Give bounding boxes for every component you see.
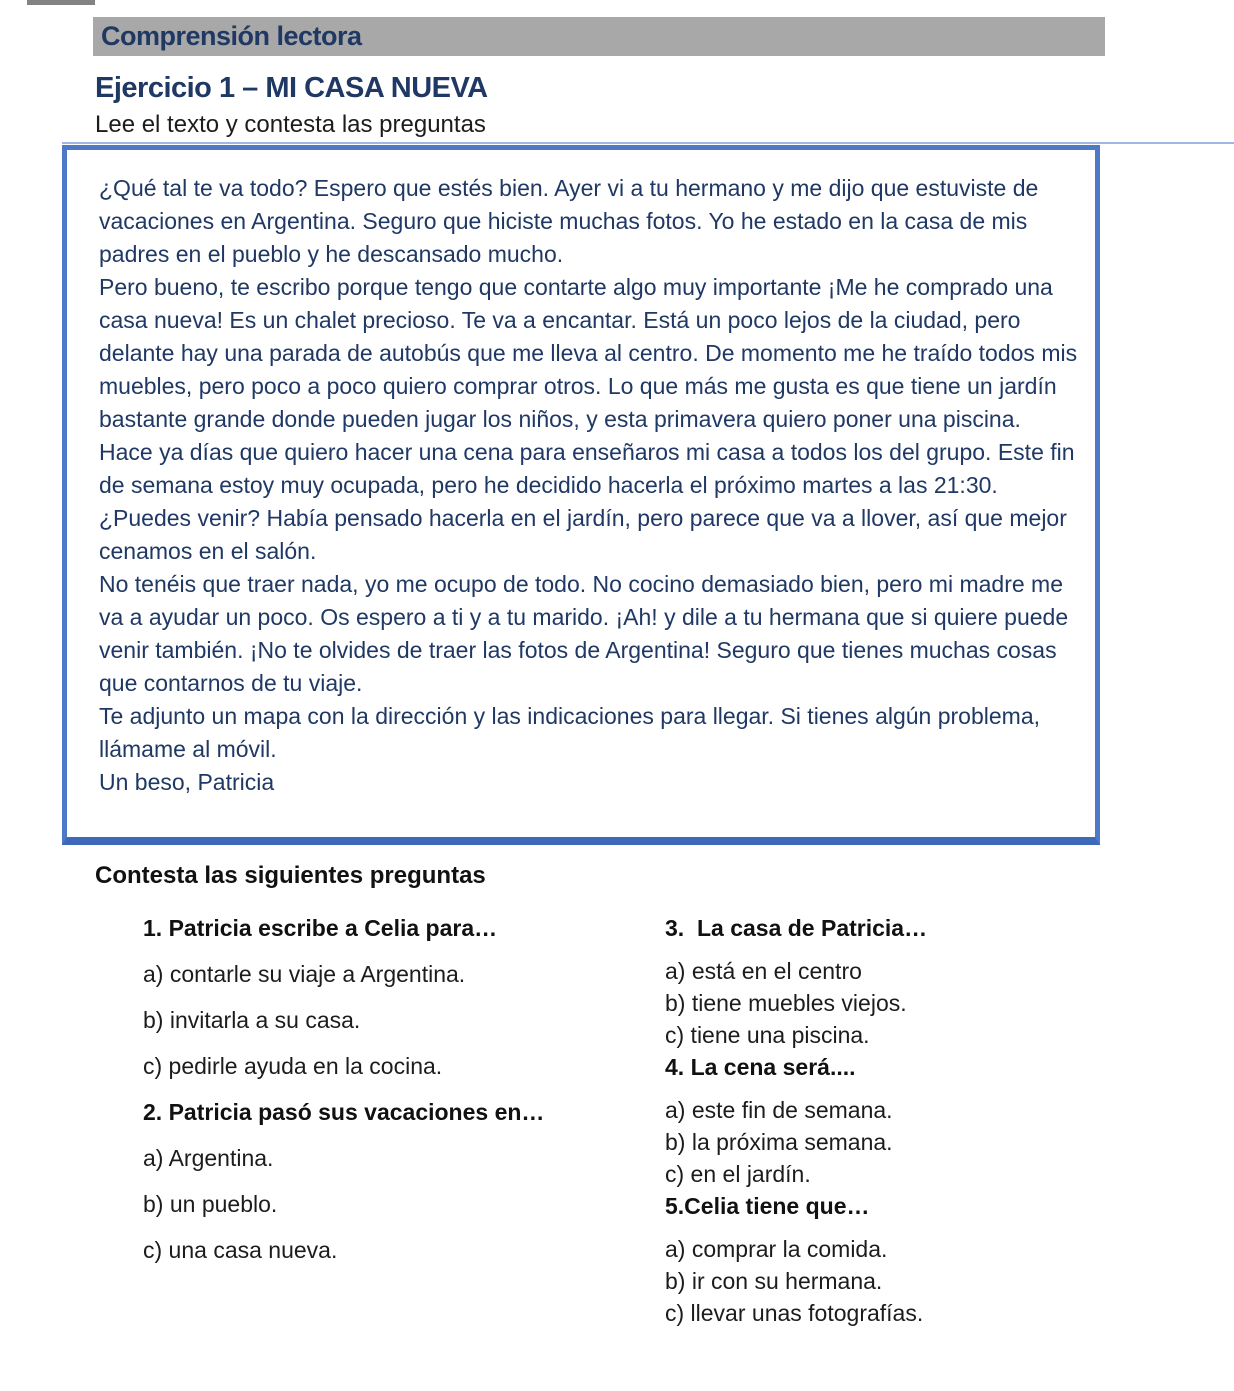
questions-heading: Contesta las siguientes preguntas xyxy=(95,862,486,889)
questions-left-column xyxy=(143,915,643,1283)
question-4-label: 4. La cena será.... xyxy=(665,1054,856,1080)
question-3-label: 3. La casa de Patricia… xyxy=(665,915,928,941)
question-4 xyxy=(665,1054,1205,1188)
section-title: Comprensión lectora xyxy=(101,21,362,51)
question-5-option-a[interactable]: a) comprar la comida. xyxy=(665,1236,888,1262)
question-5-label: 5.Celia tiene que… xyxy=(665,1193,870,1219)
questions-right-column xyxy=(665,915,1205,1332)
question-4-option-b[interactable]: b) la próxima semana. xyxy=(665,1129,893,1155)
question-2-option-a[interactable]: a) Argentina. xyxy=(143,1145,274,1171)
question-1-option-a[interactable]: a) contarle su viaje a Argentina. xyxy=(143,961,466,987)
question-4-option-a[interactable]: a) este fin de semana. xyxy=(665,1097,893,1123)
exercise-instructions: Lee el texto y contesta las preguntas xyxy=(95,111,486,138)
question-3-option-a[interactable]: a) está en el centro xyxy=(665,958,862,984)
question-2-label: 2. Patricia pasó sus vacaciones en… xyxy=(143,1099,545,1125)
question-1-label: 1. Patricia escribe a Celia para… xyxy=(143,915,498,941)
reading-text-box xyxy=(62,145,1100,845)
question-2 xyxy=(143,1099,643,1264)
letter-signature: Un beso, Patricia xyxy=(99,769,275,795)
horizontal-rule xyxy=(62,142,1234,144)
question-5 xyxy=(665,1193,1205,1327)
section-header-bar xyxy=(93,17,1105,56)
question-1 xyxy=(143,915,643,1080)
question-3-option-b[interactable]: b) tiene muebles viejos. xyxy=(665,990,907,1016)
exercise-title: Ejercicio 1 – MI CASA NUEVA xyxy=(95,72,488,104)
question-2-option-c[interactable]: c) una casa nueva. xyxy=(143,1237,338,1263)
question-5-option-b[interactable]: b) ir con su hermana. xyxy=(665,1268,883,1294)
question-1-option-b[interactable]: b) invitarla a su casa. xyxy=(143,1007,361,1033)
question-3-option-c[interactable]: c) tiene una piscina. xyxy=(665,1022,870,1048)
question-1-option-c[interactable]: c) pedirle ayuda en la cocina. xyxy=(143,1053,443,1079)
letter-paragraph: ¿Qué tal te va todo? Espero que estés bien. Ayer vi a tu hermano y me dijo que estuviste de vacaciones en Argentina. Seguro que hiciste muchas fotos. Yo he estado en la casa de mis padres en el pueblo y he descansado mucho. xyxy=(99,175,1039,267)
letter-paragraph: No tenéis que traer nada, yo me ocupo de todo. No cocino demasiado bien, pero mi madre me va a ayudar un poco. Os espero a ti y a tu marido. ¡Ah! y dile a tu hermana que si quiere puede venir también. ¡No te olvides de traer las fotos de Argentina! Seguro que tienes muchas cosas que contarnos de tu viaje. xyxy=(99,571,1069,696)
question-4-option-c[interactable]: c) en el jardín. xyxy=(665,1161,811,1187)
question-3 xyxy=(665,915,1205,1049)
letter-paragraph: Te adjunto un mapa con la dirección y las indicaciones para llegar. Si tienes algún problema, llámame al móvil. xyxy=(99,703,1041,762)
page-edge-artifact xyxy=(27,0,95,5)
letter-paragraph: Pero bueno, te escribo porque tengo que contarte algo muy importante ¡Me he comprado una casa nueva! Es un chalet precioso. Te va a encantar. Está un poco lejos de la ciudad, pero delante hay una parada de autobús que me lleva al centro. De momento me he traído todos mis muebles, pero poco a poco quiero comprar otros. Lo que más me gusta es que tiene un jardín bastante grande donde pueden jugar los niños, y esta primavera quiero poner una piscina. xyxy=(99,274,1078,432)
question-5-option-c[interactable]: c) llevar unas fotografías. xyxy=(665,1300,924,1326)
question-2-option-b[interactable]: b) un pueblo. xyxy=(143,1191,278,1217)
letter-paragraph: Hace ya días que quiero hacer una cena para enseñaros mi casa a todos los del grupo. Este fin de semana estoy muy ocupada, pero he decidido hacerla el próximo martes a las 21:30. ¿Puedes venir? Había pensado hacerla en el jardín, pero parece que va a llover, así que mejor cenamos en el salón. xyxy=(99,439,1075,564)
